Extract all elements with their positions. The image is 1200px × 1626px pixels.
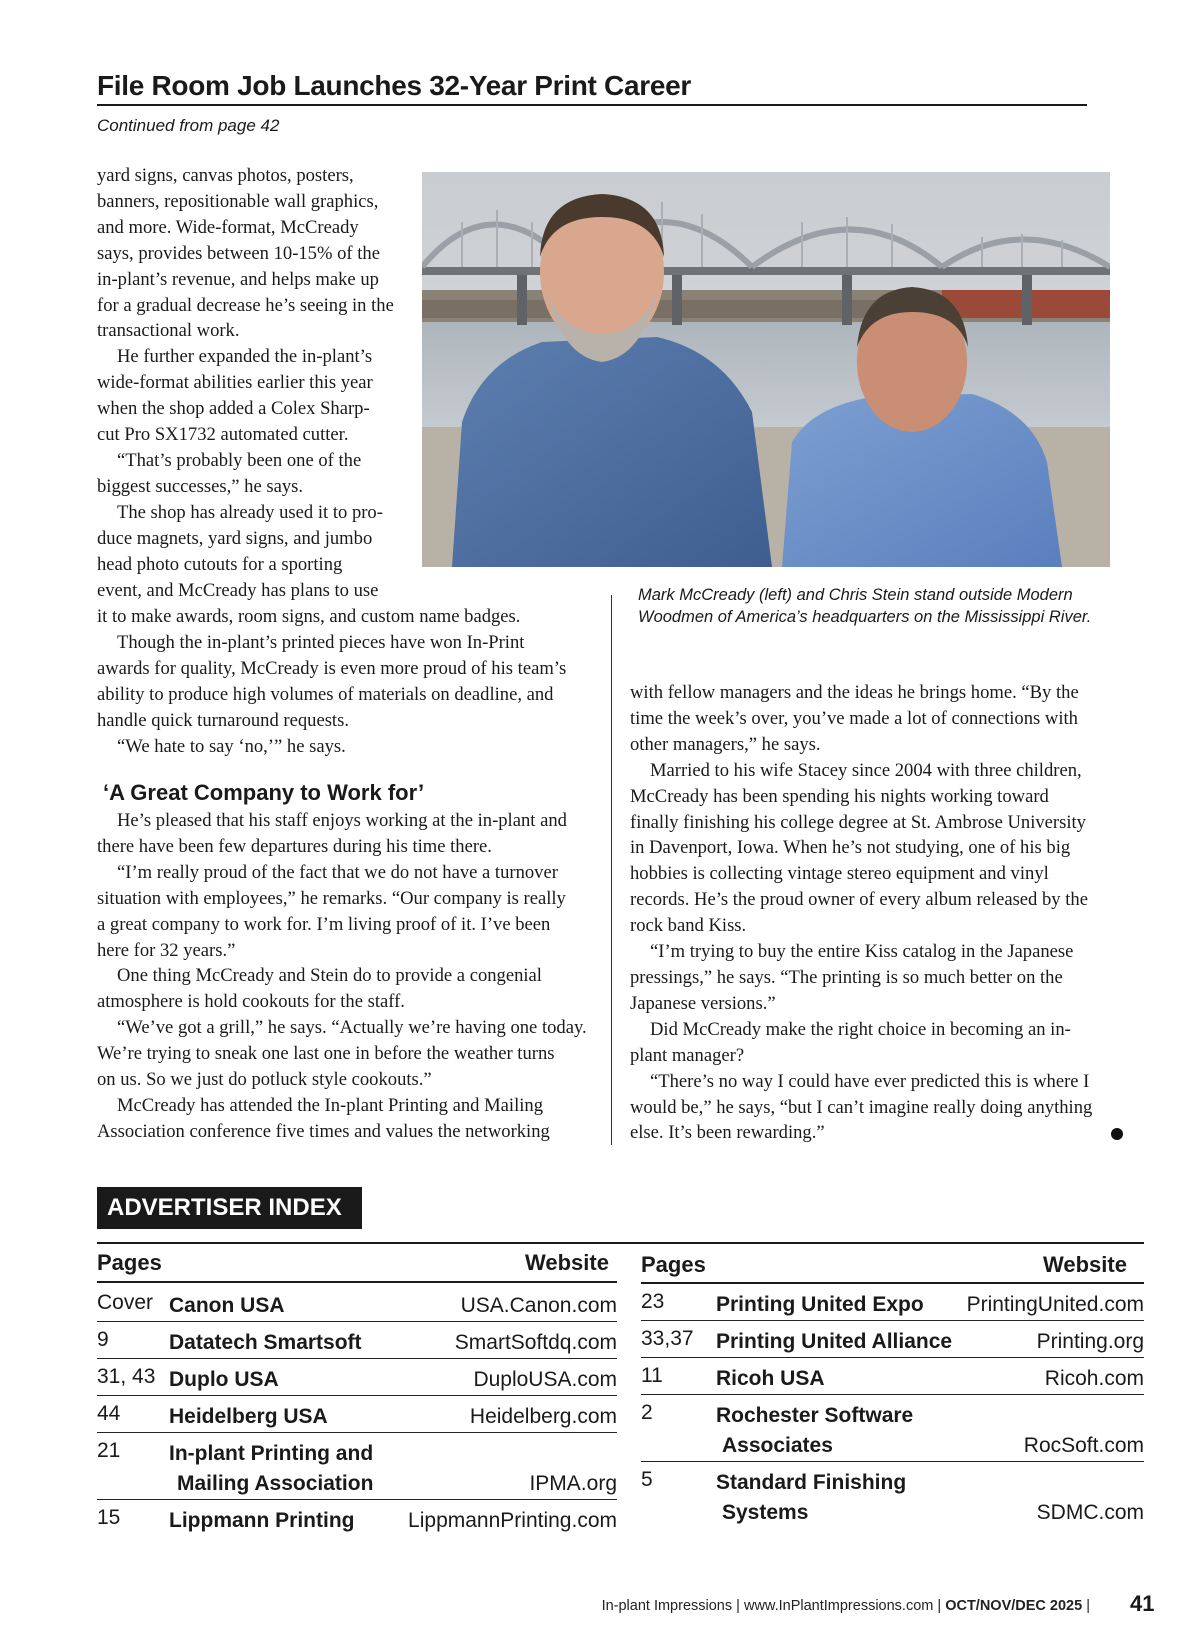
row-advertiser: Standard Finishing (716, 1471, 907, 1494)
table-row (97, 1500, 617, 1536)
text-line: hobbies is collecting vintage stereo equipment and vinyl (630, 863, 1049, 885)
text-line: rock band Kiss. (630, 915, 747, 937)
text-line: with fellow managers and the ideas he brings home. “By the (630, 682, 1079, 703)
row-pages: 15 (97, 1506, 121, 1529)
text-line: He’s pleased that his staff enjoys working at the in-plant and (117, 810, 567, 831)
table-row (97, 1359, 617, 1396)
table-row (641, 1358, 1144, 1395)
text-line: “There’s no way I could have ever predicted this is where I (650, 1070, 1090, 1092)
text-line: awards for quality, McCready is even more proud of his team’s (97, 657, 567, 679)
article-title: File Room Job Launches 32-Year Print Career (97, 70, 1087, 106)
row-website[interactable]: RocSoft.com (1023, 1434, 1144, 1457)
row-pages: 23 (641, 1290, 665, 1313)
table-row (97, 1322, 617, 1359)
row-pages: 33,37 (641, 1327, 694, 1350)
table-row (97, 1285, 617, 1322)
text-line: handle quick turnaround requests. (97, 709, 349, 731)
body-column-1-bottom (97, 808, 587, 1145)
text-line: for a gradual decrease he’s seeing in the (97, 294, 394, 316)
table-row (641, 1462, 1144, 1528)
row-website[interactable]: PrintingUnited.com (966, 1293, 1144, 1316)
row-pages: 11 (641, 1364, 663, 1387)
row-website[interactable]: LippmannPrinting.com (408, 1509, 617, 1532)
text-line: on us. So we just do potluck style cookouts.” (97, 1069, 432, 1091)
text-line: pressings,” he says. “The printing is so much better on the (630, 966, 1063, 988)
text-line: transactional work. (97, 320, 240, 342)
table-row (641, 1284, 1144, 1321)
row-website[interactable]: SmartSoftdq.com (454, 1331, 617, 1354)
row-pages: 5 (641, 1468, 653, 1491)
pages-header: Pages (97, 1250, 162, 1275)
text-line: other managers,” he says. (630, 733, 821, 755)
text-line: Though the in-plant’s printed pieces have won In-Print (117, 631, 525, 653)
text-line: it to make awards, room signs, and custom name badges. (97, 606, 521, 627)
text-line: records. He’s the proud owner of every album released by the (630, 889, 1088, 911)
text-line: “I’m really proud of the fact that we do not have a turnover (117, 861, 558, 883)
page-footer (602, 1598, 1090, 1614)
row-advertiser: Rochester Software (716, 1404, 914, 1427)
text-line: He further expanded the in-plant’s (117, 346, 373, 368)
website-header: Website (525, 1250, 609, 1275)
row-advertiser: Canon USA (169, 1294, 285, 1317)
table-row (97, 1433, 617, 1500)
footer-publication: In-plant Impressions (601, 1598, 733, 1614)
text-line: there have been few departures during his time there. (97, 835, 492, 857)
text-line: One thing McCready and Stein do to provide a congenial (117, 965, 542, 987)
text-line: atmosphere is hold cookouts for the staff. (97, 991, 405, 1013)
text-line: The shop has already used it to pro- (117, 501, 383, 523)
text-line: and more. Wide-format, McCready (97, 216, 359, 238)
text-line: Association conference five times and values the networking (97, 1120, 550, 1142)
text-line: situation with employees,” he remarks. “Our company is really (97, 887, 566, 909)
text-line: plant manager? (630, 1044, 745, 1066)
text-line: here for 32 years.” (97, 939, 236, 961)
text-line: in Davenport, Iowa. When he’s not studying, one of his big (630, 837, 1071, 859)
text-line: head photo cutouts for a sporting (97, 553, 343, 575)
article-photo (422, 172, 1110, 567)
table-row (641, 1395, 1144, 1462)
row-advertiser: Ricoh USA (716, 1367, 825, 1390)
text-line: ability to produce high volumes of materials on deadline, and (97, 683, 554, 705)
row-website[interactable]: Ricoh.com (1044, 1367, 1144, 1390)
text-line: banners, repositionable wall graphics, (97, 190, 379, 212)
table-row (641, 1321, 1144, 1358)
row-advertiser: Heidelberg USA (169, 1405, 328, 1428)
row-advertiser-line2: Systems (722, 1501, 809, 1524)
row-advertiser: Lippmann Printing (169, 1509, 355, 1532)
photo-illustration (422, 172, 1110, 567)
footer-separator: | (736, 1598, 740, 1614)
row-website[interactable]: Printing.org (1036, 1330, 1144, 1353)
row-advertiser-line2: Mailing Association (177, 1472, 374, 1495)
text-line: “We hate to say ‘no,’” he says. (117, 735, 346, 757)
text-line: Japanese versions.” (630, 992, 776, 1014)
header-rule (97, 1281, 617, 1283)
row-website[interactable]: SDMC.com (1036, 1501, 1144, 1524)
page-number: 41 (1130, 1591, 1155, 1616)
row-website[interactable]: DuploUSA.com (473, 1368, 617, 1391)
row-advertiser: Printing United Alliance (716, 1330, 953, 1353)
photo-caption: Mark McCready (left) and Chris Stein stand outside Modern Woodmen of America’s headquarters on the Mississippi River. (638, 586, 1092, 626)
row-advertiser: Printing United Expo (716, 1293, 924, 1316)
text-line: McCready has been spending his nights working toward (630, 785, 1049, 807)
text-line: says, provides between 10-15% of the (97, 242, 380, 264)
body-column-1-top (97, 163, 397, 603)
body-column-1-middle (97, 604, 587, 759)
row-website[interactable]: USA.Canon.com (460, 1294, 617, 1317)
footer-separator: | (1086, 1598, 1090, 1614)
text-line: wide-format abilities earlier this year (97, 372, 373, 394)
text-line: when the shop added a Colex Sharp- (97, 398, 370, 420)
column-divider (611, 595, 612, 1145)
text-line: finally finishing his college degree at St. Ambrose University (630, 811, 1086, 833)
text-line: would be,” he says, “but I can’t imagine really doing anything (630, 1096, 1093, 1118)
row-pages: Cover (97, 1291, 154, 1314)
website-header: Website (1043, 1252, 1127, 1277)
row-pages: 2 (641, 1401, 653, 1424)
advertiser-index-title: ADVERTISER INDEX (97, 1187, 362, 1229)
footer-issue: OCT/NOV/DEC 2025 (945, 1598, 1083, 1614)
body-column-2 (630, 680, 1120, 1146)
text-line: a great company to work for. I’m living proof of it. I’ve been (97, 913, 551, 935)
row-website[interactable]: IPMA.org (529, 1472, 617, 1495)
text-line: Did McCready make the right choice in becoming an in- (650, 1018, 1071, 1040)
text-line: duce magnets, yard signs, and jumbo (97, 527, 373, 549)
pages-header: Pages (641, 1252, 706, 1277)
footer-url[interactable]: www.InPlantImpressions.com (743, 1598, 934, 1614)
continued-from-note: Continued from page 42 (97, 116, 280, 135)
text-line: else. It’s been rewarding.” (630, 1122, 825, 1144)
row-website[interactable]: Heidelberg.com (469, 1405, 617, 1428)
text-line: event, and McCready has plans to use (97, 579, 379, 601)
text-line: cut Pro SX1732 automated cutter. (97, 424, 349, 446)
row-advertiser: In-plant Printing and (169, 1442, 374, 1465)
row-pages: 44 (97, 1402, 121, 1425)
text-line: We’re trying to sneak one last one in before the weather turns (97, 1043, 555, 1065)
table-row (97, 1396, 617, 1433)
row-advertiser: Datatech Smartsoft (169, 1331, 362, 1354)
end-of-article-icon (1111, 1128, 1123, 1140)
text-line: yard signs, canvas photos, posters, (97, 165, 354, 186)
text-line: “That’s probably been one of the (117, 449, 362, 471)
text-line: biggest successes,” he says. (97, 475, 304, 497)
row-pages: 31, 43 (97, 1365, 156, 1388)
row-pages: 21 (97, 1439, 121, 1462)
text-line: “I’m trying to buy the entire Kiss catalog in the Japanese (650, 941, 1074, 963)
row-pages: 9 (97, 1328, 109, 1351)
text-line: “We’ve got a grill,” he says. “Actually we’re having one today. (117, 1017, 587, 1039)
row-advertiser: Duplo USA (169, 1368, 279, 1391)
text-line: time the week’s over, you’ve made a lot of connections with (630, 707, 1078, 729)
footer-separator: | (937, 1598, 942, 1614)
advertiser-index-rule (97, 1242, 1144, 1244)
row-advertiser-line2: Associates (722, 1434, 833, 1457)
text-line: in-plant’s revenue, and helps make up (97, 268, 379, 290)
section-subhead: ‘A Great Company to Work for’ (103, 780, 425, 805)
text-line: McCready has attended the In-plant Printing and Mailing (117, 1094, 544, 1116)
text-line: Married to his wife Stacey since 2004 with three children, (650, 759, 1082, 781)
